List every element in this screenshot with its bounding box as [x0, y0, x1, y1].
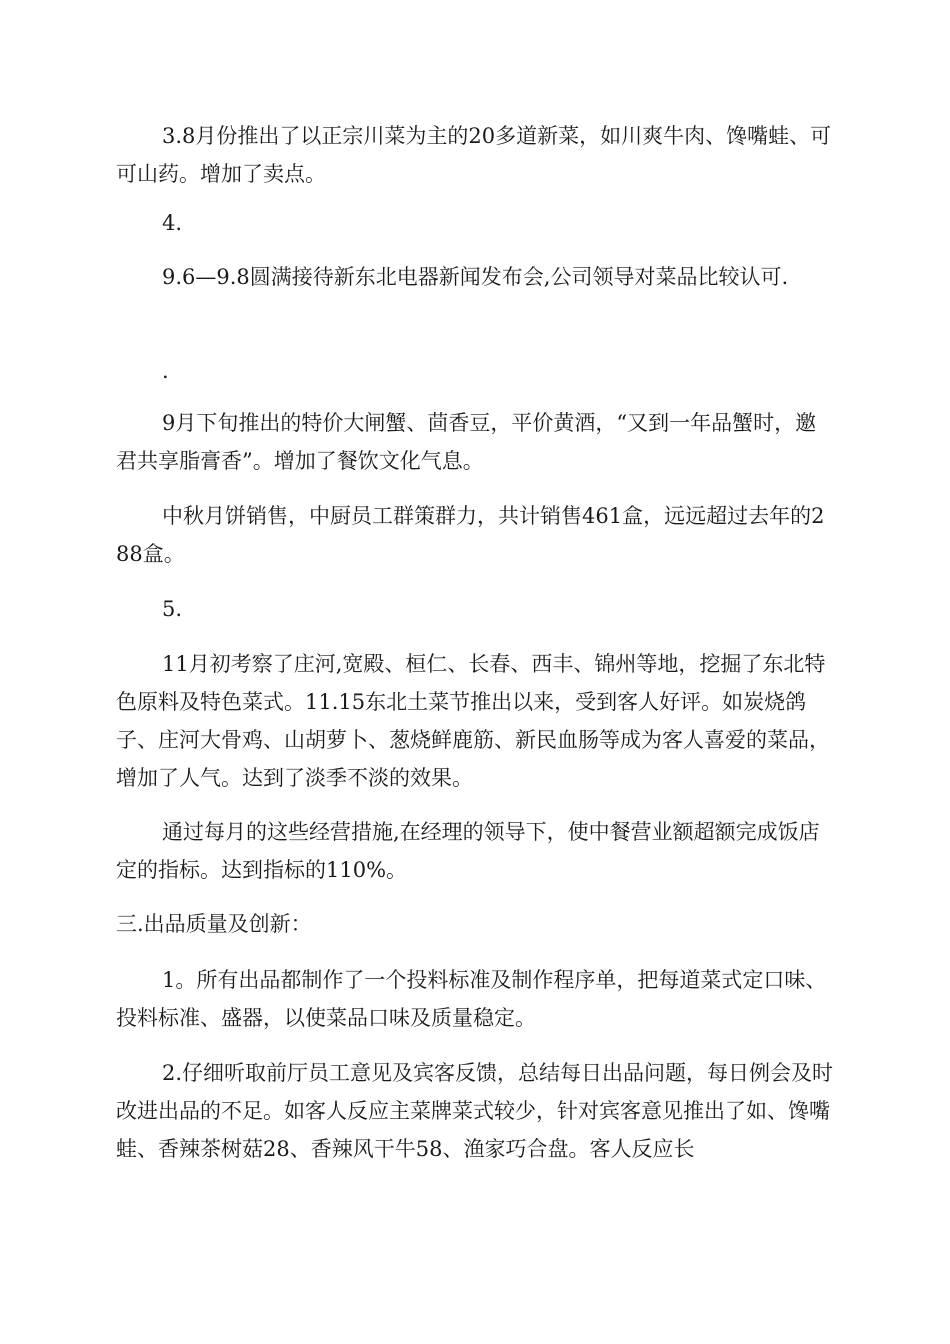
paragraph-crab-promotion: 9月下旬推出的特价大闸蟹、茴香豆，平价黄酒，“又到一年品蟹时，邀君共享脂膏香”。增加了餐饮文化气息。 [116, 411, 817, 473]
paragraph-standards: 1。所有出品都制作了一个投料标准及制作程序单，把每道菜式定口味、投料标准、盛器，以使菜品口味及质量稳定。 [116, 968, 827, 1030]
paragraph-dot: . [162, 359, 169, 383]
paragraph-item-5: 5. [162, 597, 183, 621]
section-heading-quality: 三.出品质量及创新： [116, 912, 312, 936]
paragraph-mooncake-sales: 中秋月饼销售，中厨员工群策群力，共计销售461盒，远远超过去年的288盒。 [116, 504, 825, 566]
paragraph-item-4: 4. [162, 211, 183, 235]
paragraph-new-dishes: 3.8月份推出了以正宗川菜为主的20多道新菜，如川爽牛肉、馋嘴蛙、可可山药。增加了卖点。 [116, 124, 832, 186]
paragraph-feedback: 2.仔细听取前厅员工意见及宾客反馈，总结每日出品问题，每日例会及时改进出品的不足。如客人反应主菜牌菜式较少，针对宾客意见推出了如、馋嘴蛙、香辣茶树菇28、香辣风干牛58、渔家巧合盘。客人反应长 [116, 1061, 834, 1161]
paragraph-northeast-festival: 11月初考察了庄河,宽殿、桓仁、长春、西丰、锦州等地，挖掘了东北特色原料及特色菜式。11.15东北土菜节推出以来，受到客人好评。如炭烧鸽子、庄河大骨鸡、山胡萝卜、葱烧鲜鹿筋、新民血肠等成为客人喜爱的菜品，增加了人气。达到了淡季不淡的效果。 [116, 652, 830, 790]
paragraph-press-conference: 9.6—9.8圆满接待新东北电器新闻发布会,公司领导对菜品比较认可. [162, 265, 789, 289]
paragraph-revenue-target: 通过每月的这些经营措施,在经理的领导下，使中餐营业额超额完成饭店定的指标。达到指标的110%。 [116, 820, 820, 882]
